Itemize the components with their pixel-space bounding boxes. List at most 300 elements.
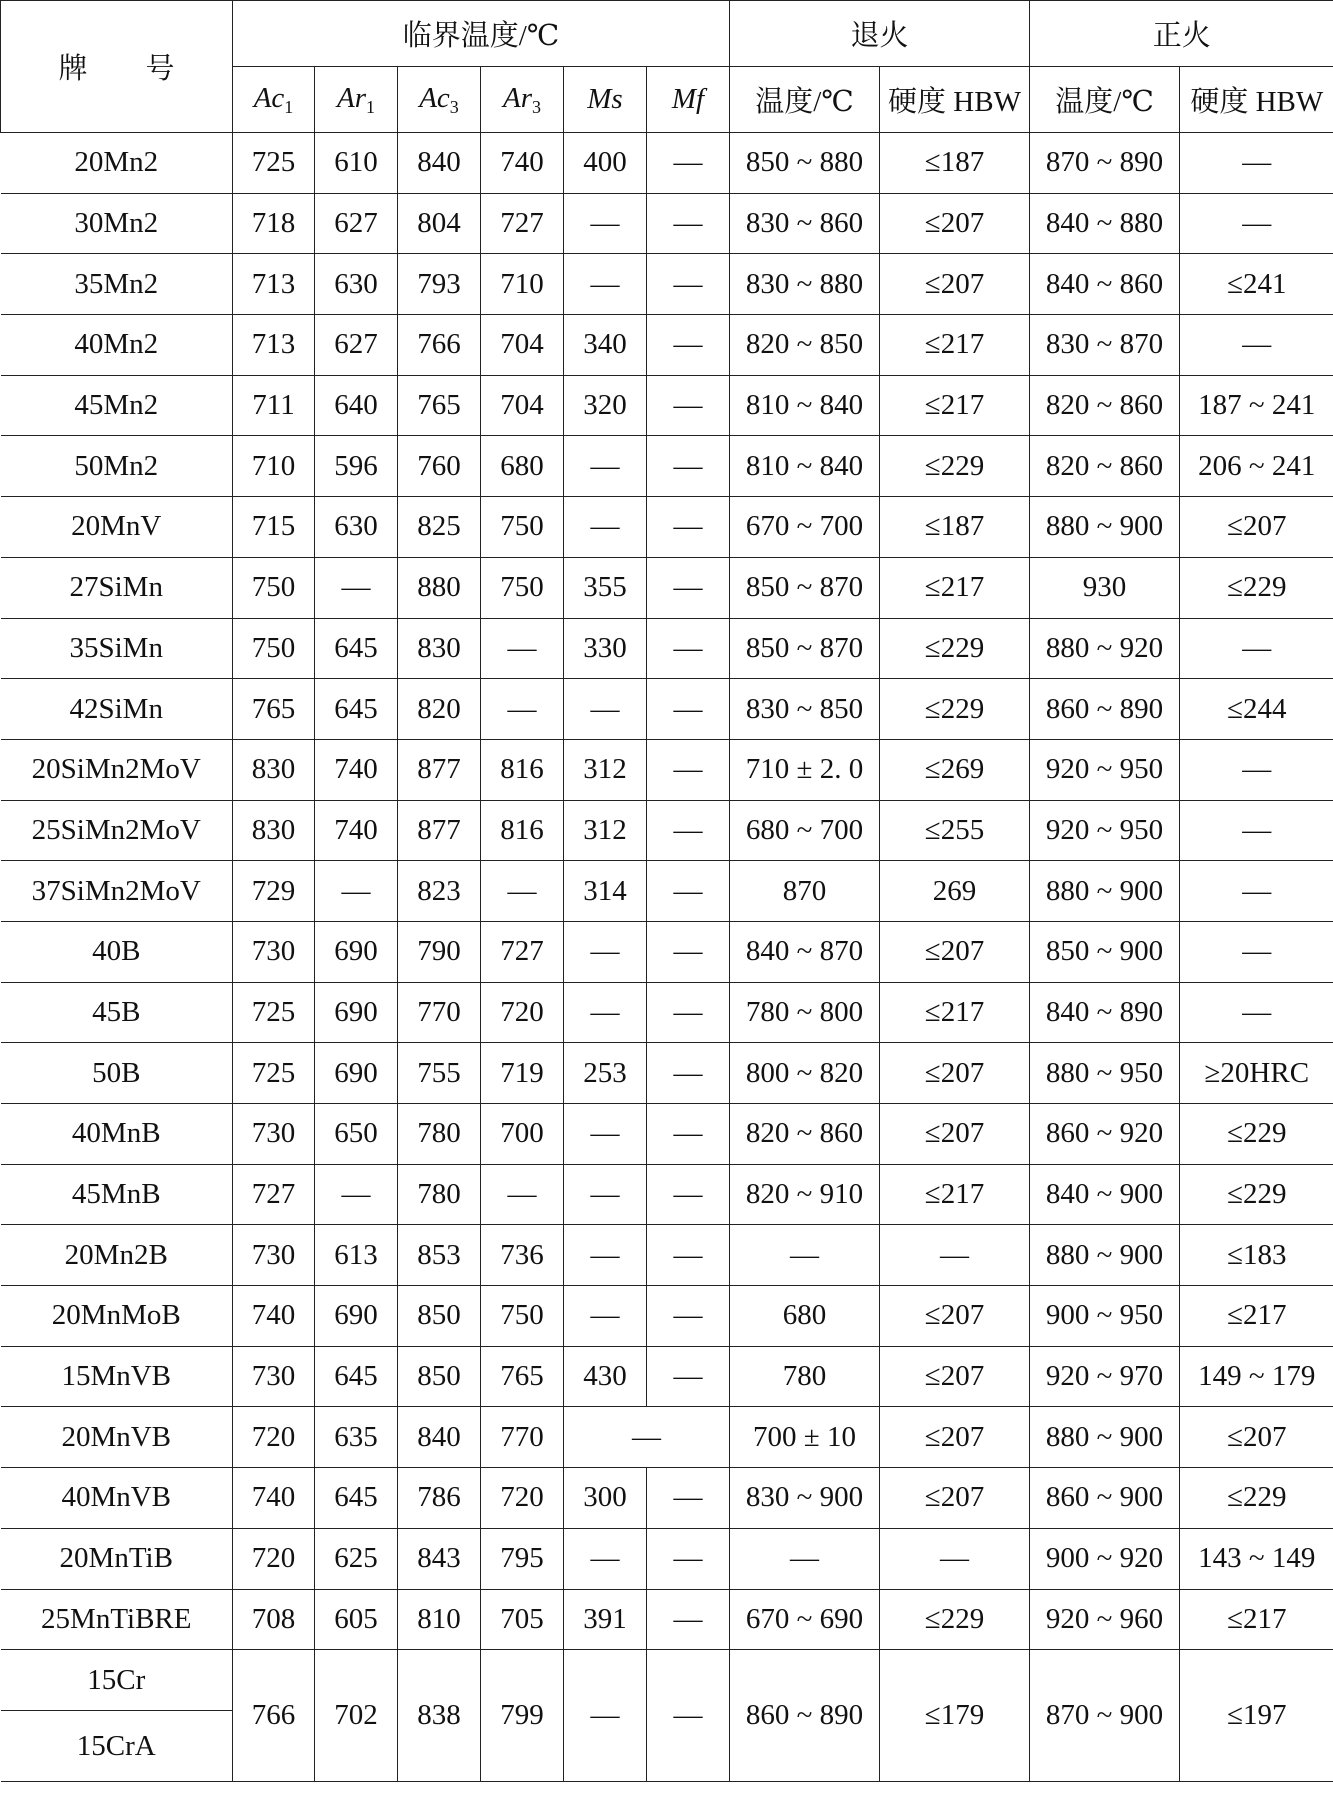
table-row xyxy=(1,1589,1333,1650)
normalize-hardness-cell: ≤197 xyxy=(1180,1650,1333,1782)
ar1-cell: 645 xyxy=(315,1346,398,1407)
grade-cell: 20MnMoB xyxy=(1,1286,233,1347)
table-row xyxy=(1,436,1333,497)
normalize-hardness-header: 硬度 HBW xyxy=(1180,67,1333,133)
ac1-cell: 725 xyxy=(233,133,315,194)
grade-cell: 20MnTiB xyxy=(1,1528,233,1589)
ac3-cell: 830 xyxy=(398,618,481,679)
mf-cell: — xyxy=(647,375,730,436)
normalize-hardness-cell: — xyxy=(1180,861,1333,922)
anneal-hardness-cell: — xyxy=(880,1225,1030,1286)
mf-cell: — xyxy=(647,921,730,982)
grade-cell: 20MnV xyxy=(1,497,233,558)
ar1-cell: 650 xyxy=(315,1104,398,1165)
grade-cell: 40MnVB xyxy=(1,1468,233,1529)
ar3-cell: 765 xyxy=(481,1346,564,1407)
anneal-hardness-cell: ≤229 xyxy=(880,436,1030,497)
grade-cell: 35Mn2 xyxy=(1,254,233,315)
mf-cell: — xyxy=(647,800,730,861)
ac3-cell: 793 xyxy=(398,254,481,315)
normalize-temp-cell: 840 ~ 880 xyxy=(1030,193,1180,254)
normalize-temp-cell: 920 ~ 950 xyxy=(1030,739,1180,800)
ar3-cell: — xyxy=(481,861,564,922)
ar3-cell: 727 xyxy=(481,193,564,254)
normalize-temp-cell: 860 ~ 890 xyxy=(1030,679,1180,740)
ac1-cell: 711 xyxy=(233,375,315,436)
ms-cell: — xyxy=(564,436,647,497)
ar1-cell: 596 xyxy=(315,436,398,497)
normalize-temp-cell: 860 ~ 900 xyxy=(1030,1468,1180,1529)
ac3-cell: 838 xyxy=(398,1650,481,1782)
ac3-cell: 877 xyxy=(398,739,481,800)
ac3-cell: 820 xyxy=(398,679,481,740)
anneal-hardness-cell: ≤207 xyxy=(880,254,1030,315)
normalize-hardness-cell: 143 ~ 149 xyxy=(1180,1528,1333,1589)
ar1-cell: 690 xyxy=(315,982,398,1043)
mf-cell: — xyxy=(647,497,730,558)
ar3-cell: — xyxy=(481,1164,564,1225)
grade-cell-stacked xyxy=(1,1650,233,1782)
normalize-hardness-cell: — xyxy=(1180,739,1333,800)
mf-cell: — xyxy=(647,861,730,922)
ar3-cell: 816 xyxy=(481,739,564,800)
ac1-cell: 730 xyxy=(233,1225,315,1286)
ar1-cell: 627 xyxy=(315,315,398,376)
ms-cell: 400 xyxy=(564,133,647,194)
ms-cell: — xyxy=(564,1650,647,1782)
ac1-cell: 725 xyxy=(233,1043,315,1104)
anneal-hardness-cell: ≤229 xyxy=(880,618,1030,679)
table-row xyxy=(1,679,1333,740)
ar1-cell: 635 xyxy=(315,1407,398,1468)
normalize-temp-cell: 880 ~ 900 xyxy=(1030,1225,1180,1286)
normalize-hardness-cell: ≤241 xyxy=(1180,254,1333,315)
anneal-temp-cell: 780 xyxy=(730,1346,880,1407)
ar3-cell: 719 xyxy=(481,1043,564,1104)
normalize-temp-cell: 820 ~ 860 xyxy=(1030,436,1180,497)
grade-cell: 40B xyxy=(1,921,233,982)
table-row xyxy=(1,315,1333,376)
ar3-cell: 750 xyxy=(481,557,564,618)
grade-cell: 37SiMn2MoV xyxy=(1,861,233,922)
ar1-cell: 627 xyxy=(315,193,398,254)
ar1-cell: 613 xyxy=(315,1225,398,1286)
mf-cell: — xyxy=(647,557,730,618)
normalize-temp-cell: 870 ~ 900 xyxy=(1030,1650,1180,1782)
normalize-hardness-cell: — xyxy=(1180,921,1333,982)
anneal-temp-cell: 810 ~ 840 xyxy=(730,436,880,497)
anneal-hardness-cell: — xyxy=(880,1528,1030,1589)
anneal-hardness-cell: ≤207 xyxy=(880,193,1030,254)
mf-cell: — xyxy=(647,1043,730,1104)
ar3-cell: 736 xyxy=(481,1225,564,1286)
ac1-cell: 830 xyxy=(233,739,315,800)
table-body xyxy=(1,133,1333,1782)
grade-cell: 20Mn2B xyxy=(1,1225,233,1286)
anneal-hardness-cell: ≤269 xyxy=(880,739,1030,800)
anneal-temp-cell: 670 ~ 690 xyxy=(730,1589,880,1650)
normalize-temp-cell: 850 ~ 900 xyxy=(1030,921,1180,982)
ac3-cell: 823 xyxy=(398,861,481,922)
ac3-cell: 760 xyxy=(398,436,481,497)
ar3-cell: 750 xyxy=(481,497,564,558)
ac1-cell: 729 xyxy=(233,861,315,922)
table-row xyxy=(1,557,1333,618)
normalize-hardness-cell: ≤229 xyxy=(1180,1104,1333,1165)
ms-cell: 391 xyxy=(564,1589,647,1650)
ac3-cell: 780 xyxy=(398,1104,481,1165)
normalize-temp-cell: 870 ~ 890 xyxy=(1030,133,1180,194)
table-row xyxy=(1,133,1333,194)
ac3-cell: 780 xyxy=(398,1164,481,1225)
ac1-cell: 766 xyxy=(233,1650,315,1782)
anneal-hardness-cell: ≤187 xyxy=(880,497,1030,558)
ac1-cell: 765 xyxy=(233,679,315,740)
ac3-cell: 765 xyxy=(398,375,481,436)
mf-cell: — xyxy=(647,315,730,376)
anneal-temp-cell: — xyxy=(730,1225,880,1286)
normalize-hardness-cell: ≤183 xyxy=(1180,1225,1333,1286)
ar3-cell: 799 xyxy=(481,1650,564,1782)
normalize-header: 正火 xyxy=(1030,1,1333,67)
ms-cell: — xyxy=(564,497,647,558)
anneal-hardness-cell: ≤207 xyxy=(880,921,1030,982)
ar1-cell: 740 xyxy=(315,800,398,861)
ar3-cell: 816 xyxy=(481,800,564,861)
ac3-cell: 766 xyxy=(398,315,481,376)
ar1-cell: 645 xyxy=(315,618,398,679)
table-row xyxy=(1,375,1333,436)
ar1-cell: — xyxy=(315,557,398,618)
normalize-hardness-cell: ≤244 xyxy=(1180,679,1333,740)
normalize-hardness-cell: ≤229 xyxy=(1180,1164,1333,1225)
normalize-hardness-cell: ≤229 xyxy=(1180,557,1333,618)
ms-cell: 312 xyxy=(564,800,647,861)
ac3-cell: 850 xyxy=(398,1346,481,1407)
ar3-cell: 705 xyxy=(481,1589,564,1650)
mf-header: Mf xyxy=(647,67,730,133)
ar1-header: $Ar_1$ xyxy=(315,67,398,133)
anneal-temp-cell: 820 ~ 860 xyxy=(730,1104,880,1165)
ac1-cell: 713 xyxy=(233,315,315,376)
ms-cell: — xyxy=(564,1164,647,1225)
ms-cell: 430 xyxy=(564,1346,647,1407)
ac3-cell: 850 xyxy=(398,1286,481,1347)
ms-cell: — xyxy=(564,1225,647,1286)
normalize-hardness-cell: — xyxy=(1180,133,1333,194)
ar1-cell: 610 xyxy=(315,133,398,194)
ar3-cell: 700 xyxy=(481,1104,564,1165)
ac1-cell: 750 xyxy=(233,618,315,679)
grade-cell: 20MnVB xyxy=(1,1407,233,1468)
table-row xyxy=(1,1346,1333,1407)
ac1-cell: 830 xyxy=(233,800,315,861)
normalize-temp-cell: 880 ~ 900 xyxy=(1030,1407,1180,1468)
table-row xyxy=(1,1225,1333,1286)
ms-cell: — xyxy=(564,1528,647,1589)
table-row xyxy=(1,1164,1333,1225)
anneal-header: 退火 xyxy=(730,1,1030,67)
anneal-hardness-cell: 269 xyxy=(880,861,1030,922)
ar3-cell: 770 xyxy=(481,1407,564,1468)
anneal-temp-cell: 680 xyxy=(730,1286,880,1347)
anneal-temp-cell: 820 ~ 850 xyxy=(730,315,880,376)
anneal-temp-cell: — xyxy=(730,1528,880,1589)
anneal-temp-cell: 780 ~ 800 xyxy=(730,982,880,1043)
ar1-cell: 690 xyxy=(315,1286,398,1347)
mf-cell: — xyxy=(647,436,730,497)
anneal-temp-cell: 850 ~ 880 xyxy=(730,133,880,194)
grade-cell: 27SiMn xyxy=(1,557,233,618)
table-row xyxy=(1,921,1333,982)
anneal-temp-cell: 830 ~ 850 xyxy=(730,679,880,740)
table-row-merged xyxy=(1,1650,1333,1782)
anneal-hardness-cell: ≤187 xyxy=(880,133,1030,194)
normalize-hardness-cell: 187 ~ 241 xyxy=(1180,375,1333,436)
ac1-cell: 708 xyxy=(233,1589,315,1650)
anneal-temp-cell: 860 ~ 890 xyxy=(730,1650,880,1782)
mf-cell: — xyxy=(647,1589,730,1650)
ac1-cell: 730 xyxy=(233,1104,315,1165)
grade-cell: 42SiMn xyxy=(1,679,233,740)
mf-cell: — xyxy=(647,679,730,740)
normalize-temp-cell: 880 ~ 900 xyxy=(1030,497,1180,558)
anneal-temp-cell: 680 ~ 700 xyxy=(730,800,880,861)
mf-cell: — xyxy=(647,618,730,679)
grade-cell: 50Mn2 xyxy=(1,436,233,497)
normalize-hardness-cell: ≤217 xyxy=(1180,1589,1333,1650)
anneal-hardness-cell: ≤217 xyxy=(880,557,1030,618)
ms-cell: — xyxy=(564,1104,647,1165)
table-row xyxy=(1,497,1333,558)
table-row xyxy=(1,1528,1333,1589)
normalize-hardness-cell: — xyxy=(1180,800,1333,861)
normalize-temp-cell: 920 ~ 970 xyxy=(1030,1346,1180,1407)
ac3-cell: 790 xyxy=(398,921,481,982)
ac3-cell: 853 xyxy=(398,1225,481,1286)
anneal-hardness-cell: ≤207 xyxy=(880,1407,1030,1468)
ac1-cell: 710 xyxy=(233,436,315,497)
ac3-header: $Ac_3$ xyxy=(398,67,481,133)
anneal-hardness-cell: ≤217 xyxy=(880,1164,1030,1225)
ac1-cell: 740 xyxy=(233,1468,315,1529)
ac1-cell: 730 xyxy=(233,1346,315,1407)
ar1-cell: 630 xyxy=(315,497,398,558)
mf-cell: — xyxy=(647,193,730,254)
ms-cell: — xyxy=(564,1286,647,1347)
anneal-temp-cell: 670 ~ 700 xyxy=(730,497,880,558)
normalize-temp-cell: 820 ~ 860 xyxy=(1030,375,1180,436)
anneal-temp-cell: 710 ± 2. 0 xyxy=(730,739,880,800)
anneal-temp-cell: 700 ± 10 xyxy=(730,1407,880,1468)
ac1-cell: 718 xyxy=(233,193,315,254)
grade-cell: 15Cr xyxy=(1,1650,233,1711)
grade-cell: 20Mn2 xyxy=(1,133,233,194)
normalize-hardness-cell: 149 ~ 179 xyxy=(1180,1346,1333,1407)
anneal-hardness-cell: ≤217 xyxy=(880,982,1030,1043)
ar1-cell: 640 xyxy=(315,375,398,436)
anneal-temp-cell: 800 ~ 820 xyxy=(730,1043,880,1104)
ar3-cell: 710 xyxy=(481,254,564,315)
grade-cell: 40Mn2 xyxy=(1,315,233,376)
grade-cell: 25MnTiBRE xyxy=(1,1589,233,1650)
ms-cell: 355 xyxy=(564,557,647,618)
anneal-hardness-cell: ≤229 xyxy=(880,1589,1030,1650)
ac1-header: $Ac_1$ xyxy=(233,67,315,133)
ac1-cell: 713 xyxy=(233,254,315,315)
ar3-cell: 740 xyxy=(481,133,564,194)
ar1-cell: 702 xyxy=(315,1650,398,1782)
anneal-hardness-cell: ≤179 xyxy=(880,1650,1030,1782)
mf-cell: — xyxy=(647,1164,730,1225)
ac1-cell: 727 xyxy=(233,1164,315,1225)
header-row-top xyxy=(1,1,1333,67)
table-row xyxy=(1,193,1333,254)
ms-cell: — xyxy=(564,679,647,740)
normalize-temp-cell: 880 ~ 950 xyxy=(1030,1043,1180,1104)
ar3-cell: 704 xyxy=(481,315,564,376)
ac3-cell: 840 xyxy=(398,1407,481,1468)
mf-cell: — xyxy=(647,982,730,1043)
ms-cell: — xyxy=(564,1407,730,1468)
normalize-temp-header: 温度/℃ xyxy=(1030,67,1180,133)
ms-cell: — xyxy=(564,193,647,254)
ac3-cell: 877 xyxy=(398,800,481,861)
mf-cell: — xyxy=(647,1225,730,1286)
table-row xyxy=(1,739,1333,800)
ar3-cell: 795 xyxy=(481,1528,564,1589)
table-row xyxy=(1,800,1333,861)
grade-cell: 45B xyxy=(1,982,233,1043)
ac3-cell: 843 xyxy=(398,1528,481,1589)
ms-cell: 340 xyxy=(564,315,647,376)
mf-cell: — xyxy=(647,133,730,194)
normalize-temp-cell: 900 ~ 950 xyxy=(1030,1286,1180,1347)
anneal-temp-cell: 830 ~ 860 xyxy=(730,193,880,254)
normalize-temp-cell: 840 ~ 900 xyxy=(1030,1164,1180,1225)
anneal-temp-cell: 820 ~ 910 xyxy=(730,1164,880,1225)
grade-cell: 45Mn2 xyxy=(1,375,233,436)
ar1-cell: 645 xyxy=(315,679,398,740)
ar3-cell: 720 xyxy=(481,982,564,1043)
table-row xyxy=(1,254,1333,315)
ac1-cell: 750 xyxy=(233,557,315,618)
anneal-temp-cell: 870 xyxy=(730,861,880,922)
ac3-cell: 755 xyxy=(398,1043,481,1104)
ac1-cell: 725 xyxy=(233,982,315,1043)
anneal-temp-cell: 810 ~ 840 xyxy=(730,375,880,436)
table-row xyxy=(1,1043,1333,1104)
grade-cell: 25SiMn2MoV xyxy=(1,800,233,861)
ac1-cell: 740 xyxy=(233,1286,315,1347)
anneal-hardness-header: 硬度 HBW xyxy=(880,67,1030,133)
grade-cell: 15MnVB xyxy=(1,1346,233,1407)
mf-cell: — xyxy=(647,1468,730,1529)
normalize-temp-cell: 860 ~ 920 xyxy=(1030,1104,1180,1165)
ms-header: Ms xyxy=(564,67,647,133)
ac3-cell: 786 xyxy=(398,1468,481,1529)
ac3-cell: 840 xyxy=(398,133,481,194)
table-row xyxy=(1,1104,1333,1165)
normalize-temp-cell: 930 xyxy=(1030,557,1180,618)
ar3-header: $Ar_3$ xyxy=(481,67,564,133)
normalize-hardness-cell: — xyxy=(1180,982,1333,1043)
table-row xyxy=(1,618,1333,679)
grade-cell: 50B xyxy=(1,1043,233,1104)
ar1-cell: — xyxy=(315,1164,398,1225)
mf-cell: — xyxy=(647,1286,730,1347)
ar1-cell: 690 xyxy=(315,921,398,982)
ac1-cell: 715 xyxy=(233,497,315,558)
mf-cell: — xyxy=(647,739,730,800)
anneal-temp-cell: 830 ~ 880 xyxy=(730,254,880,315)
ar3-cell: 720 xyxy=(481,1468,564,1529)
ar3-cell: — xyxy=(481,679,564,740)
anneal-temp-cell: 830 ~ 900 xyxy=(730,1468,880,1529)
normalize-hardness-cell: ≤207 xyxy=(1180,1407,1333,1468)
mf-cell: — xyxy=(647,1346,730,1407)
table-row xyxy=(1,1407,1333,1468)
normalize-temp-cell: 920 ~ 950 xyxy=(1030,800,1180,861)
ar3-cell: — xyxy=(481,618,564,679)
normalize-hardness-cell: — xyxy=(1180,618,1333,679)
ac1-cell: 720 xyxy=(233,1528,315,1589)
ms-cell: 312 xyxy=(564,739,647,800)
grade-cell: 35SiMn xyxy=(1,618,233,679)
ac3-cell: 825 xyxy=(398,497,481,558)
ar3-cell: 704 xyxy=(481,375,564,436)
normalize-temp-cell: 900 ~ 920 xyxy=(1030,1528,1180,1589)
ac1-cell: 730 xyxy=(233,921,315,982)
normalize-hardness-cell: ≥20HRC xyxy=(1180,1043,1333,1104)
ar1-cell: 690 xyxy=(315,1043,398,1104)
ms-cell: 314 xyxy=(564,861,647,922)
normalize-hardness-cell: ≤229 xyxy=(1180,1468,1333,1529)
table-row xyxy=(1,1286,1333,1347)
ar1-cell: 645 xyxy=(315,1468,398,1529)
anneal-hardness-cell: ≤229 xyxy=(880,679,1030,740)
normalize-temp-cell: 830 ~ 870 xyxy=(1030,315,1180,376)
anneal-hardness-cell: ≤207 xyxy=(880,1043,1030,1104)
ar1-cell: 605 xyxy=(315,1589,398,1650)
mf-cell: — xyxy=(647,1528,730,1589)
ms-cell: 253 xyxy=(564,1043,647,1104)
ac1-cell: 720 xyxy=(233,1407,315,1468)
ac3-cell: 804 xyxy=(398,193,481,254)
ar3-cell: 680 xyxy=(481,436,564,497)
ms-cell: 330 xyxy=(564,618,647,679)
ar1-cell: 740 xyxy=(315,739,398,800)
normalize-hardness-cell: ≤207 xyxy=(1180,497,1333,558)
normalize-temp-cell: 920 ~ 960 xyxy=(1030,1589,1180,1650)
grade-cell: 45MnB xyxy=(1,1164,233,1225)
table-row xyxy=(1,1468,1333,1529)
mf-cell: — xyxy=(647,1650,730,1782)
normalize-hardness-cell: 206 ~ 241 xyxy=(1180,436,1333,497)
table-row xyxy=(1,982,1333,1043)
ar3-cell: 750 xyxy=(481,1286,564,1347)
anneal-hardness-cell: ≤207 xyxy=(880,1468,1030,1529)
grade-cell: 30Mn2 xyxy=(1,193,233,254)
anneal-hardness-cell: ≤207 xyxy=(880,1346,1030,1407)
ac3-cell: 810 xyxy=(398,1589,481,1650)
anneal-hardness-cell: ≤207 xyxy=(880,1104,1030,1165)
anneal-temp-cell: 850 ~ 870 xyxy=(730,618,880,679)
grade-header: 牌 号 xyxy=(1,1,233,133)
ar1-cell: 625 xyxy=(315,1528,398,1589)
anneal-hardness-cell: ≤255 xyxy=(880,800,1030,861)
grade-cell: 20SiMn2MoV xyxy=(1,739,233,800)
